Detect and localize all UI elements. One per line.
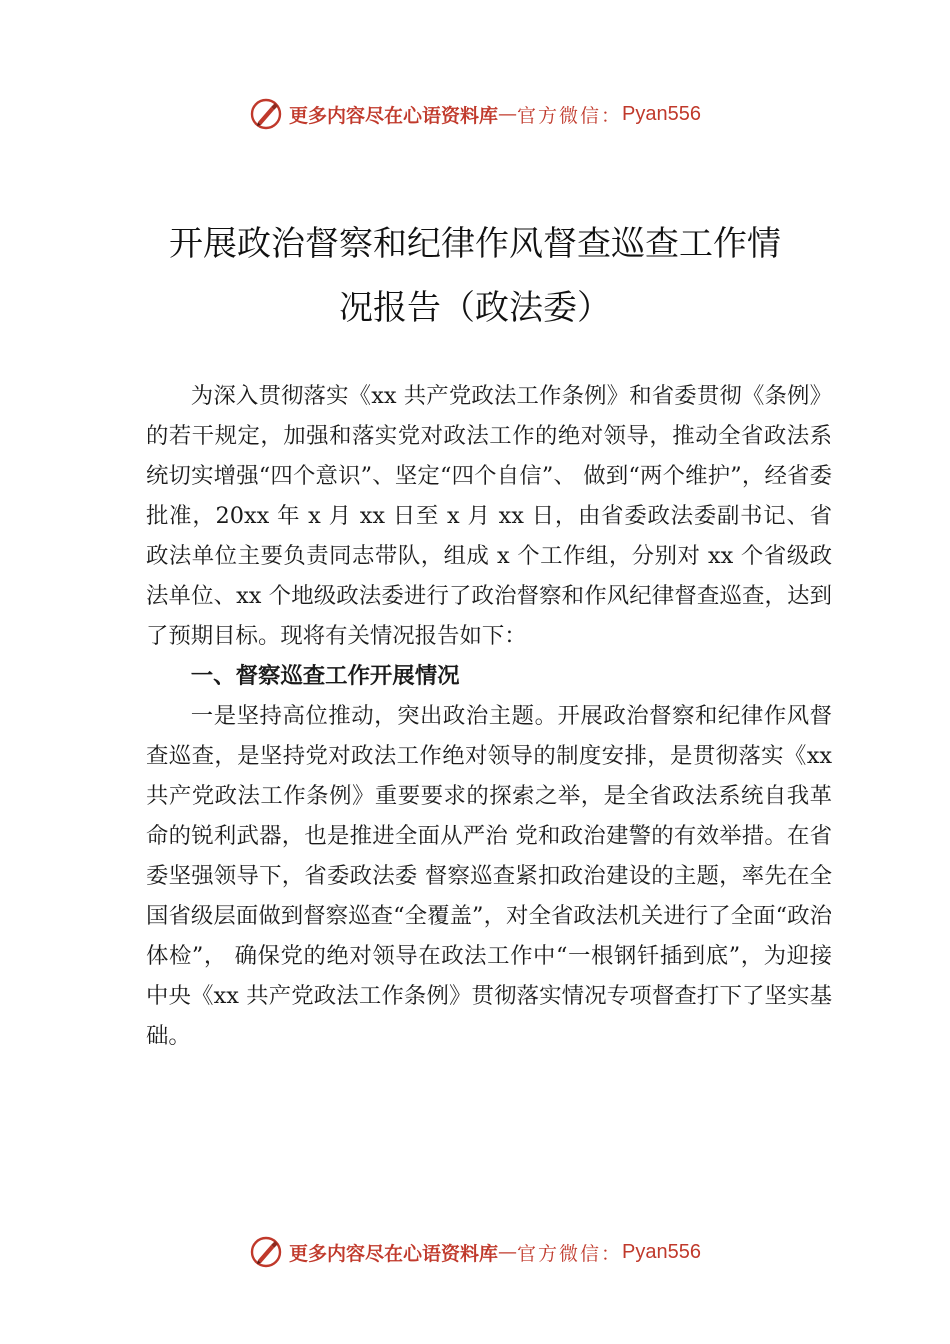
header-watermark-banner [0, 94, 950, 134]
banner-dash: — [498, 103, 518, 125]
section-heading: 一、督察巡查工作开展情况 [190, 663, 460, 689]
pen-logo-icon [249, 97, 283, 131]
title-line-1: 开展政治督察和纪律作风督查巡查工作情 [169, 224, 781, 264]
brand-text: 更多内容尽在心语资料库 [289, 104, 499, 127]
wechat-label: 官方微信： [517, 104, 623, 127]
page-title [145, 212, 805, 340]
wechat-id: Pyan556 [622, 1240, 701, 1263]
wechat-label: 官方微信： [517, 1242, 623, 1265]
wechat-id: Pyan556 [622, 102, 701, 125]
footer-watermark-banner [0, 1232, 950, 1272]
brand-text: 更多内容尽在心语资料库 [289, 1242, 499, 1265]
body-paragraph: 一是坚持高位推动，突出政治主题。开展政治督察和纪律作风督查巡查，是坚持党对政法工作绝对领导的制度安排，是贯彻落实《xx 共产党政法工作条例》重要要求的探索之举，是全省政法系统自我革命的锐利武器，也是推进全面从严治 党和政治建警的有效举措。在省委坚强领导下，省委政法委 督察巡查紧扣政治建设的主题，率先在全国省级层面做到督察巡查“全覆盖”，对全省政法机关进行了全面“政治体检”， 确保党的绝对领导在政法工作中“一根钢钎插到底”，为迎接 中央《xx 共产党政法工作条例》贯彻落实情况专项督查打下了坚实基础。 [146, 703, 832, 1049]
document-body [146, 376, 832, 1056]
banner-dash: — [498, 1241, 518, 1263]
pen-logo-icon [249, 1235, 283, 1269]
intro-paragraph: 为深入贯彻落实《xx 共产党政法工作条例》和省委贯彻《条例》的若干规定，加强和落实党对政法工作的绝对领导，推动全省政法系统切实增强“四个意识”、坚定“四个自信”、 做到“两个维护”，经省委批准，20xx 年 x 月 xx 日至 x 月 xx 日，由省委政法委副书记、省政法单位主要负责同志带队，组成 x 个工作组，分别对 xx 个省级政法单位、xx 个地级政法委进行了政治督察和作风纪律督查巡查，达到了预期目标。现将有关情况报告如下： [146, 383, 832, 649]
title-line-2: 况报告（政法委） [339, 288, 611, 328]
